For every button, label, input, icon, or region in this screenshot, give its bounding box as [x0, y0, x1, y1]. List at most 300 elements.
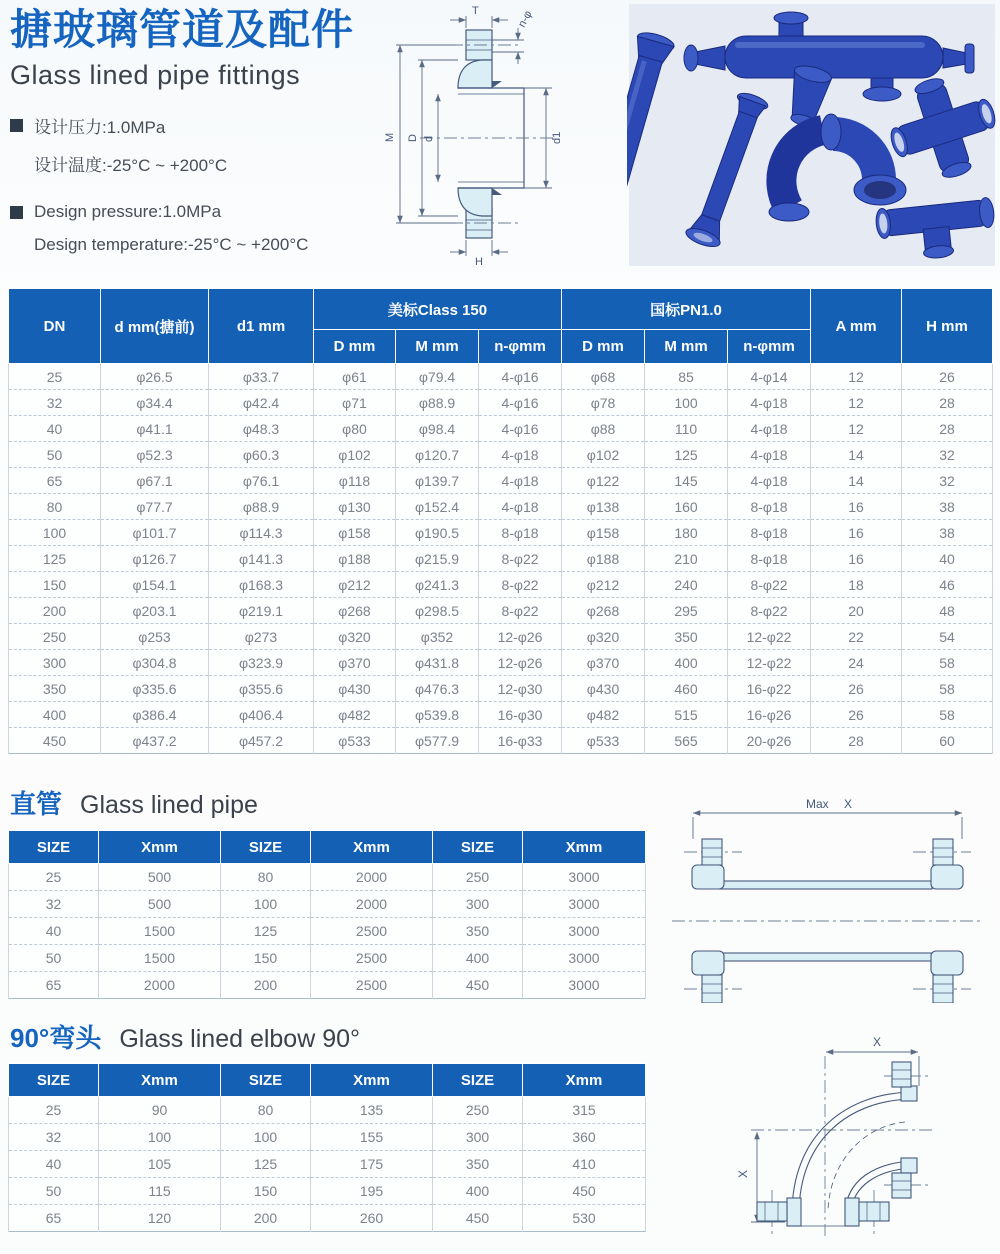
table-cell: 2000: [311, 891, 433, 918]
col-header-size: SIZE: [433, 1064, 523, 1097]
pipe-section-heading: [10, 784, 258, 821]
table-cell: φ168.3: [209, 572, 314, 598]
table-cell: 38: [902, 520, 993, 546]
table-cell: 8-φ22: [728, 598, 811, 624]
table-cell: 1500: [99, 945, 221, 972]
table-cell: 12-φ26: [479, 650, 562, 676]
table-cell: 4-φ18: [479, 442, 562, 468]
dim-label-d: d: [423, 135, 435, 142]
table-cell: 250: [9, 624, 101, 650]
table-cell: 450: [9, 728, 101, 754]
table-cell: φ482: [314, 702, 396, 728]
table-cell: 32: [9, 1124, 99, 1151]
spec-text: Design pressure:1.0MPa: [34, 202, 222, 222]
table-cell: φ188: [562, 546, 645, 572]
table-cell: φ430: [562, 676, 645, 702]
table-cell: φ102: [562, 442, 645, 468]
table-row: [9, 624, 993, 650]
table-row: [9, 416, 993, 442]
table-cell: 115: [99, 1178, 221, 1205]
table-cell: 8-φ18: [728, 520, 811, 546]
table-cell: 38: [902, 494, 993, 520]
table-cell: 400: [433, 945, 523, 972]
table-cell: φ120.7: [396, 442, 479, 468]
table-cell: φ370: [314, 650, 396, 676]
table-cell: 125: [645, 442, 728, 468]
table-cell: 250: [433, 1097, 523, 1124]
table-cell: 40: [9, 416, 101, 442]
table-cell: 16-φ26: [728, 702, 811, 728]
dim-label-t: T: [472, 5, 479, 17]
table-row: [9, 728, 993, 754]
table-cell: 350: [433, 918, 523, 945]
col-header-size: SIZE: [221, 1064, 311, 1097]
table-cell: 2000: [99, 972, 221, 999]
table-cell: 125: [221, 918, 311, 945]
table-cell: 295: [645, 598, 728, 624]
table-row: [9, 494, 993, 520]
section-title-en: Glass lined elbow 90°: [119, 1025, 361, 1053]
table-row: [9, 468, 993, 494]
page-title-en: Glass lined pipe fittings: [10, 60, 301, 91]
table-cell: φ126.7: [101, 546, 209, 572]
table-cell: φ457.2: [209, 728, 314, 754]
dim-label-max: Max: [806, 797, 829, 811]
table-cell: 240: [645, 572, 728, 598]
table-cell: 135: [311, 1097, 433, 1124]
table-cell: φ577.9: [396, 728, 479, 754]
table-cell: φ141.3: [209, 546, 314, 572]
col-header-xmm: Xmm: [99, 1064, 221, 1097]
col-header-xmm: Xmm: [523, 831, 646, 864]
page-title-zh: 搪玻璃管道及配件: [10, 6, 355, 53]
table-cell: φ130: [314, 494, 396, 520]
col-header-size: SIZE: [9, 831, 99, 864]
table-cell: φ370: [562, 650, 645, 676]
table-cell: 125: [221, 1151, 311, 1178]
table-cell: φ190.5: [396, 520, 479, 546]
table-cell: φ241.3: [396, 572, 479, 598]
square-bullet-icon: [10, 206, 23, 219]
table-cell: φ323.9: [209, 650, 314, 676]
table-cell: φ152.4: [396, 494, 479, 520]
group-header-pn10: 国标PN1.0: [562, 289, 811, 330]
table-cell: φ273: [209, 624, 314, 650]
table-cell: 110: [645, 416, 728, 442]
table-cell: 260: [311, 1205, 433, 1232]
col-header-xmm: Xmm: [99, 831, 221, 864]
table-cell: φ437.2: [101, 728, 209, 754]
table-cell: 80: [221, 864, 311, 891]
table-cell: 350: [433, 1151, 523, 1178]
table-cell: φ80: [314, 416, 396, 442]
spec-text: Design temperature:-25°C ~ +200°C: [34, 235, 309, 255]
col-header-M: M mm: [645, 330, 728, 364]
table-cell: φ61: [314, 364, 396, 390]
table-cell: 125: [9, 546, 101, 572]
table-cell: 450: [433, 1205, 523, 1232]
table-cell: 46: [902, 572, 993, 598]
table-cell: 155: [311, 1124, 433, 1151]
design-specs: [10, 113, 370, 255]
table-cell: 48: [902, 598, 993, 624]
table-cell: φ268: [314, 598, 396, 624]
table-cell: φ158: [314, 520, 396, 546]
table-row: [9, 1178, 646, 1205]
table-cell: 26: [811, 702, 902, 728]
table-cell: 25: [9, 364, 101, 390]
table-row: [9, 1151, 646, 1178]
table-cell: φ118: [314, 468, 396, 494]
table-cell: 410: [523, 1151, 646, 1178]
table-cell: 360: [523, 1124, 646, 1151]
table-cell: 20: [811, 598, 902, 624]
table-cell: 16: [811, 546, 902, 572]
col-header-d1: d1 mm: [209, 289, 314, 364]
table-cell: 100: [99, 1124, 221, 1151]
table-cell: φ320: [562, 624, 645, 650]
product-photo-glass-lined-fittings: [627, 2, 997, 268]
table-cell: φ88.9: [209, 494, 314, 520]
table-cell: 250: [433, 864, 523, 891]
table-cell: φ304.8: [101, 650, 209, 676]
col-header-xmm: Xmm: [523, 1064, 646, 1097]
table-cell: 150: [221, 1178, 311, 1205]
table-cell: φ268: [562, 598, 645, 624]
table-cell: 3000: [523, 891, 646, 918]
table-cell: 400: [645, 650, 728, 676]
table-cell: 54: [902, 624, 993, 650]
table-row: [9, 918, 646, 945]
table-cell: 16-φ30: [479, 702, 562, 728]
table-cell: φ320: [314, 624, 396, 650]
spec-line: [10, 202, 370, 222]
table-cell: 22: [811, 624, 902, 650]
table-cell: φ122: [562, 468, 645, 494]
dim-label-x-left: X: [736, 1169, 750, 1178]
glass-lined-pipe-table: [8, 830, 646, 999]
table-row: [9, 598, 993, 624]
table-cell: 4-φ18: [479, 468, 562, 494]
table-cell: 100: [221, 1124, 311, 1151]
table-cell: 25: [9, 1097, 99, 1124]
table-row: [9, 364, 993, 390]
table-cell: φ212: [314, 572, 396, 598]
table-cell: φ298.5: [396, 598, 479, 624]
table-cell: φ114.3: [209, 520, 314, 546]
flange-dimensions-table: [8, 288, 993, 754]
table-cell: 4-φ18: [728, 468, 811, 494]
table-cell: 105: [99, 1151, 221, 1178]
table-cell: 145: [645, 468, 728, 494]
col-header-xmm: Xmm: [311, 831, 433, 864]
table-cell: 200: [221, 1205, 311, 1232]
table-cell: 4-φ18: [728, 442, 811, 468]
col-header-M: M mm: [396, 330, 479, 364]
table-cell: 58: [902, 702, 993, 728]
table-row: [9, 891, 646, 918]
table-cell: φ431.8: [396, 650, 479, 676]
table-cell: 12-φ30: [479, 676, 562, 702]
flange-cross-section-diagram: [372, 2, 627, 266]
table-cell: 200: [9, 598, 101, 624]
table-cell: 32: [902, 468, 993, 494]
spec-line: [10, 151, 370, 176]
table-cell: 2500: [311, 945, 433, 972]
table-cell: 25: [9, 864, 99, 891]
table-cell: φ533: [314, 728, 396, 754]
table-cell: 4-φ18: [728, 416, 811, 442]
table-cell: 50: [9, 945, 99, 972]
table-cell: φ88: [562, 416, 645, 442]
col-header-d-before: d mm(搪前): [101, 289, 209, 364]
table-cell: 4-φ18: [479, 494, 562, 520]
section-title-zh: 90°弯头: [10, 1023, 102, 1053]
table-cell: 8-φ22: [479, 598, 562, 624]
table-cell: φ219.1: [209, 598, 314, 624]
spec-text: 设计温度:-25°C ~ +200°C: [34, 156, 228, 176]
table-row: [9, 546, 993, 572]
table-cell: 450: [523, 1178, 646, 1205]
table-cell: 14: [811, 442, 902, 468]
table-cell: 14: [811, 468, 902, 494]
dim-label-m: M: [384, 132, 396, 142]
table-cell: φ158: [562, 520, 645, 546]
table-cell: φ430: [314, 676, 396, 702]
table-cell: φ355.6: [209, 676, 314, 702]
col-header-a: A mm: [811, 289, 902, 364]
table-cell: φ139.7: [396, 468, 479, 494]
table-cell: φ77.7: [101, 494, 209, 520]
table-cell: 65: [9, 1205, 99, 1232]
table-cell: 3000: [523, 945, 646, 972]
table-cell: φ138: [562, 494, 645, 520]
table-cell: 16: [811, 494, 902, 520]
table-cell: 16-φ22: [728, 676, 811, 702]
table-cell: 65: [9, 468, 101, 494]
table-cell: 350: [645, 624, 728, 650]
col-header-xmm: Xmm: [311, 1064, 433, 1097]
table-cell: 4-φ16: [479, 390, 562, 416]
col-header-size: SIZE: [221, 831, 311, 864]
table-cell: 60: [902, 728, 993, 754]
table-cell: 26: [811, 676, 902, 702]
table-cell: 8-φ18: [728, 494, 811, 520]
dim-label-D: D: [407, 134, 419, 142]
col-header-D: D mm: [562, 330, 645, 364]
table-cell: φ60.3: [209, 442, 314, 468]
table-cell: 300: [433, 1124, 523, 1151]
table-cell: φ253: [101, 624, 209, 650]
table-row: [9, 650, 993, 676]
table-cell: φ67.1: [101, 468, 209, 494]
table-cell: φ335.6: [101, 676, 209, 702]
table-cell: 16: [811, 520, 902, 546]
table-row: [9, 864, 646, 891]
col-header-n-phi: n-φmm: [728, 330, 811, 364]
table-cell: φ48.3: [209, 416, 314, 442]
section-title-en: Glass lined pipe: [80, 791, 258, 819]
table-cell: 4-φ18: [728, 390, 811, 416]
spec-line: [10, 113, 370, 138]
table-cell: 350: [9, 676, 101, 702]
elbow-diagram: [695, 1032, 995, 1252]
table-cell: φ101.7: [101, 520, 209, 546]
table-cell: 32: [9, 390, 101, 416]
table-cell: φ352: [396, 624, 479, 650]
spec-line: [10, 235, 370, 255]
col-header-size: SIZE: [9, 1064, 99, 1097]
table-cell: 100: [9, 520, 101, 546]
table-cell: 12-φ26: [479, 624, 562, 650]
table-cell: 2500: [311, 918, 433, 945]
straight-pipe-diagram: [660, 793, 995, 1003]
table-cell: 80: [221, 1097, 311, 1124]
table-cell: φ482: [562, 702, 645, 728]
table-row: [9, 572, 993, 598]
table-cell: 565: [645, 728, 728, 754]
table-cell: 80: [9, 494, 101, 520]
table-cell: 12: [811, 390, 902, 416]
group-header-class150: 美标Class 150: [314, 289, 562, 330]
table-cell: 8-φ18: [728, 546, 811, 572]
table-cell: 3000: [523, 864, 646, 891]
table-cell: 8-φ22: [479, 546, 562, 572]
col-header-dn: DN: [9, 289, 101, 364]
table-cell: 18: [811, 572, 902, 598]
table-cell: φ41.1: [101, 416, 209, 442]
table-cell: 2500: [311, 972, 433, 999]
table-cell: 210: [645, 546, 728, 572]
dim-label-h: H: [475, 256, 483, 266]
table-cell: 50: [9, 1178, 99, 1205]
table-cell: 400: [9, 702, 101, 728]
brand-header: [10, 6, 370, 268]
table-row: [9, 390, 993, 416]
table-cell: 8-φ18: [479, 520, 562, 546]
table-row: [9, 442, 993, 468]
table-cell: 85: [645, 364, 728, 390]
table-cell: 515: [645, 702, 728, 728]
table-cell: 12-φ22: [728, 624, 811, 650]
table-cell: 150: [9, 572, 101, 598]
table-cell: 180: [645, 520, 728, 546]
col-header-h: H mm: [902, 289, 993, 364]
table-cell: 315: [523, 1097, 646, 1124]
table-cell: 65: [9, 972, 99, 999]
table-row: [9, 972, 646, 999]
table-row: [9, 702, 993, 728]
table-cell: 450: [433, 972, 523, 999]
table-cell: 150: [221, 945, 311, 972]
glass-lined-elbow-table: [8, 1063, 646, 1232]
dim-label-x: X: [844, 797, 853, 811]
table-row: [9, 520, 993, 546]
table-cell: 530: [523, 1205, 646, 1232]
table-cell: 300: [433, 891, 523, 918]
table-cell: 4-φ16: [479, 364, 562, 390]
table-cell: 8-φ22: [479, 572, 562, 598]
table-cell: 32: [9, 891, 99, 918]
table-cell: 12: [811, 364, 902, 390]
table-cell: 28: [902, 416, 993, 442]
table-cell: 1500: [99, 918, 221, 945]
table-cell: 40: [9, 1151, 99, 1178]
table-cell: 200: [221, 972, 311, 999]
table-cell: 2000: [311, 864, 433, 891]
col-header-n-phi: n-φmm: [479, 330, 562, 364]
table-cell: φ52.3: [101, 442, 209, 468]
table-cell: 26: [902, 364, 993, 390]
table-cell: 50: [9, 442, 101, 468]
table-cell: φ26.5: [101, 364, 209, 390]
table-row: [9, 1097, 646, 1124]
table-cell: 58: [902, 650, 993, 676]
dim-label-n-phi: n-φ: [516, 8, 535, 30]
table-cell: φ533: [562, 728, 645, 754]
square-bullet-icon: [10, 119, 23, 132]
table-cell: φ406.4: [209, 702, 314, 728]
table-cell: φ102: [314, 442, 396, 468]
table-cell: φ33.7: [209, 364, 314, 390]
table-cell: 58: [902, 676, 993, 702]
table-row: [9, 1205, 646, 1232]
section-title-zh: 直管: [10, 789, 63, 819]
table-cell: 32: [902, 442, 993, 468]
col-header-D: D mm: [314, 330, 396, 364]
table-cell: φ98.4: [396, 416, 479, 442]
dim-label-x-top: X: [873, 1035, 882, 1049]
elbow-section-heading: [10, 1018, 360, 1055]
table-cell: φ215.9: [396, 546, 479, 572]
table-cell: 300: [9, 650, 101, 676]
table-cell: 12: [811, 416, 902, 442]
table-cell: 120: [99, 1205, 221, 1232]
table-cell: φ476.3: [396, 676, 479, 702]
table-cell: 4-φ16: [479, 416, 562, 442]
table-cell: 460: [645, 676, 728, 702]
table-cell: 40: [9, 918, 99, 945]
table-row: [9, 945, 646, 972]
table-cell: φ76.1: [209, 468, 314, 494]
table-cell: φ78: [562, 390, 645, 416]
table-cell: φ34.4: [101, 390, 209, 416]
table-cell: 500: [99, 864, 221, 891]
table-cell: 20-φ26: [728, 728, 811, 754]
table-cell: 28: [902, 390, 993, 416]
table-cell: φ188: [314, 546, 396, 572]
table-cell: φ539.8: [396, 702, 479, 728]
dim-label-d1: d1: [551, 131, 563, 144]
table-row: [9, 1124, 646, 1151]
table-cell: 8-φ22: [728, 572, 811, 598]
table-cell: φ71: [314, 390, 396, 416]
table-cell: 4-φ14: [728, 364, 811, 390]
table-cell: φ154.1: [101, 572, 209, 598]
table-cell: 3000: [523, 972, 646, 999]
table-cell: 195: [311, 1178, 433, 1205]
table-cell: φ42.4: [209, 390, 314, 416]
table-cell: 90: [99, 1097, 221, 1124]
table-cell: φ68: [562, 364, 645, 390]
table-cell: φ203.1: [101, 598, 209, 624]
table-cell: 16-φ33: [479, 728, 562, 754]
spec-text: 设计压力:1.0MPa: [34, 118, 166, 138]
table-cell: φ386.4: [101, 702, 209, 728]
table-cell: φ212: [562, 572, 645, 598]
table-cell: 400: [433, 1178, 523, 1205]
table-cell: φ88.9: [396, 390, 479, 416]
